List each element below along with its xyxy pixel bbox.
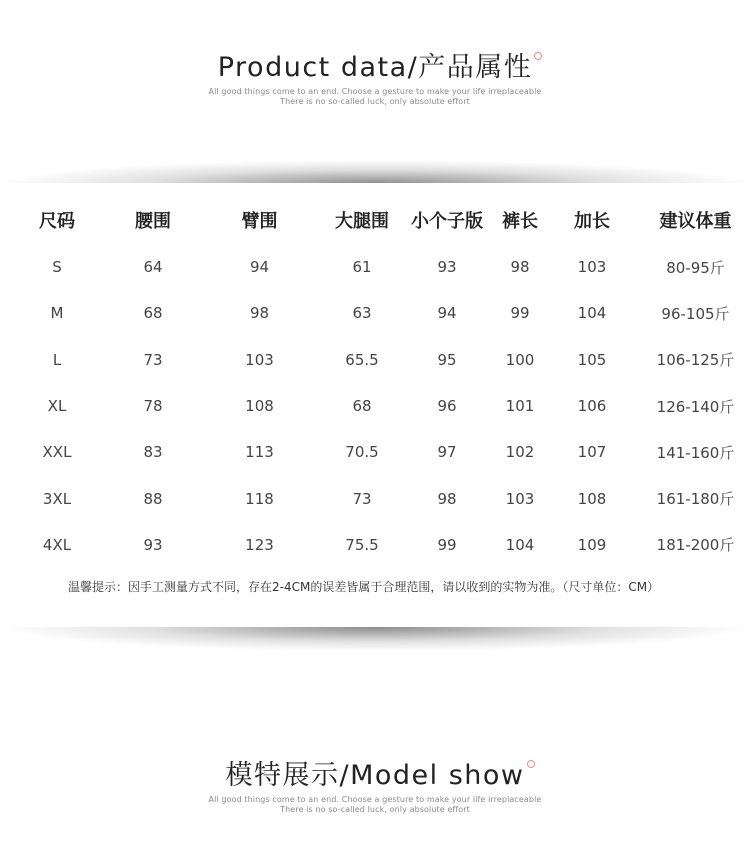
table-cell: 123 bbox=[245, 535, 274, 554]
size-table-header-row bbox=[0, 196, 750, 244]
decorative-circle-icon bbox=[534, 52, 542, 60]
table-cell: 104 bbox=[577, 304, 607, 323]
column-header-length: 裤长 bbox=[502, 211, 538, 232]
size-table bbox=[0, 196, 750, 568]
product-data-title: Product data/产品属性 bbox=[217, 52, 533, 83]
table-cell: 75.5 bbox=[345, 535, 379, 554]
table-cell: 98 bbox=[249, 304, 270, 323]
table-cell: 105 bbox=[577, 350, 607, 369]
table-cell: 98 bbox=[510, 258, 530, 277]
table-cell: 98 bbox=[437, 489, 457, 508]
column-header-weight: 建议体重 bbox=[659, 211, 732, 232]
table-row bbox=[0, 337, 750, 383]
model-show-title: 模特展示/Model show bbox=[225, 760, 525, 791]
table-cell: 108 bbox=[577, 489, 607, 508]
column-header-long: 加长 bbox=[574, 211, 610, 232]
table-cell: 107 bbox=[577, 443, 607, 462]
table-cell: 103 bbox=[505, 489, 535, 508]
decorative-circle-icon bbox=[527, 760, 535, 768]
table-cell: 93 bbox=[437, 258, 457, 277]
table-cell: 102 bbox=[505, 443, 535, 462]
table-cell: 97 bbox=[437, 443, 457, 462]
table-cell: 108 bbox=[245, 397, 274, 416]
table-cell: XL bbox=[47, 397, 67, 416]
column-header-petite: 小个子版 bbox=[411, 211, 483, 232]
table-row bbox=[0, 429, 750, 475]
table-cell: 161-180斤 bbox=[656, 490, 735, 509]
table-row bbox=[0, 290, 750, 336]
table-cell: 141-160斤 bbox=[656, 443, 735, 462]
table-cell: 103 bbox=[577, 258, 607, 277]
table-cell: M bbox=[50, 304, 64, 323]
table-cell: 96-105斤 bbox=[661, 304, 730, 323]
table-cell: 95 bbox=[437, 350, 457, 369]
table-cell: 65.5 bbox=[345, 350, 379, 369]
header-subtitle-line-2: There is no so-called luck, only absolute effort bbox=[280, 97, 470, 106]
product-data-header bbox=[0, 52, 750, 107]
model-subtitle-line-1: All good things come to an end. Choose a gesture to make your life irreplaceable bbox=[208, 795, 542, 804]
table-cell: 4XL bbox=[42, 535, 72, 554]
panel-top-shadow bbox=[0, 160, 750, 184]
table-cell: 100 bbox=[505, 350, 535, 369]
table-cell: XXL bbox=[42, 443, 72, 462]
header-subtitle-line-1: All good things come to an end. Choose a gesture to make your life irreplaceable bbox=[208, 87, 542, 96]
table-cell: 83 bbox=[143, 443, 163, 462]
table-row bbox=[0, 244, 750, 290]
table-row bbox=[0, 522, 750, 568]
column-header-thigh: 大腿围 bbox=[335, 211, 389, 232]
table-cell: L bbox=[52, 350, 62, 369]
table-cell: 103 bbox=[245, 350, 274, 369]
panel-bottom-shadow bbox=[0, 627, 750, 651]
table-cell: 61 bbox=[352, 258, 372, 277]
table-cell: 68 bbox=[352, 397, 372, 416]
table-cell: 118 bbox=[245, 489, 274, 508]
table-cell: 63 bbox=[352, 304, 372, 323]
column-header-arm: 臂围 bbox=[241, 211, 278, 232]
model-show-header bbox=[0, 760, 750, 815]
column-header-waist: 腰围 bbox=[135, 211, 171, 232]
table-cell: 106-125斤 bbox=[656, 351, 735, 370]
column-header-size: 尺码 bbox=[39, 211, 75, 232]
table-cell: 68 bbox=[143, 304, 163, 323]
table-cell: 99 bbox=[437, 535, 457, 554]
model-subtitle-line-2: There is no so-called luck, only absolute effort bbox=[280, 805, 470, 814]
table-cell: S bbox=[52, 258, 62, 277]
table-row bbox=[0, 383, 750, 429]
table-cell: 73 bbox=[352, 489, 372, 508]
table-cell: 93 bbox=[143, 535, 163, 554]
table-cell: 109 bbox=[577, 535, 607, 554]
table-cell: 73 bbox=[143, 350, 163, 369]
table-cell: 126-140斤 bbox=[656, 397, 735, 416]
table-row bbox=[0, 475, 750, 521]
table-cell: 181-200斤 bbox=[656, 536, 735, 555]
table-cell: 104 bbox=[505, 535, 535, 554]
table-cell: 78 bbox=[143, 397, 163, 416]
table-cell: 101 bbox=[505, 397, 535, 416]
table-cell: 70.5 bbox=[345, 443, 379, 462]
table-cell: 80-95斤 bbox=[666, 258, 725, 277]
measurement-note: 温馨提示：因手工测量方式不同，存在2-4CM的误差皆属于合理范围，请以收到的实物为准。（尺寸单位：CM） bbox=[68, 580, 660, 594]
table-cell: 64 bbox=[143, 258, 163, 277]
table-cell: 3XL bbox=[42, 489, 72, 508]
table-cell: 88 bbox=[143, 489, 163, 508]
table-cell: 106 bbox=[577, 397, 607, 416]
table-cell: 113 bbox=[245, 443, 274, 462]
table-cell: 94 bbox=[437, 304, 457, 323]
table-cell: 96 bbox=[437, 397, 457, 416]
table-cell: 99 bbox=[510, 304, 530, 323]
table-cell: 94 bbox=[249, 258, 270, 277]
